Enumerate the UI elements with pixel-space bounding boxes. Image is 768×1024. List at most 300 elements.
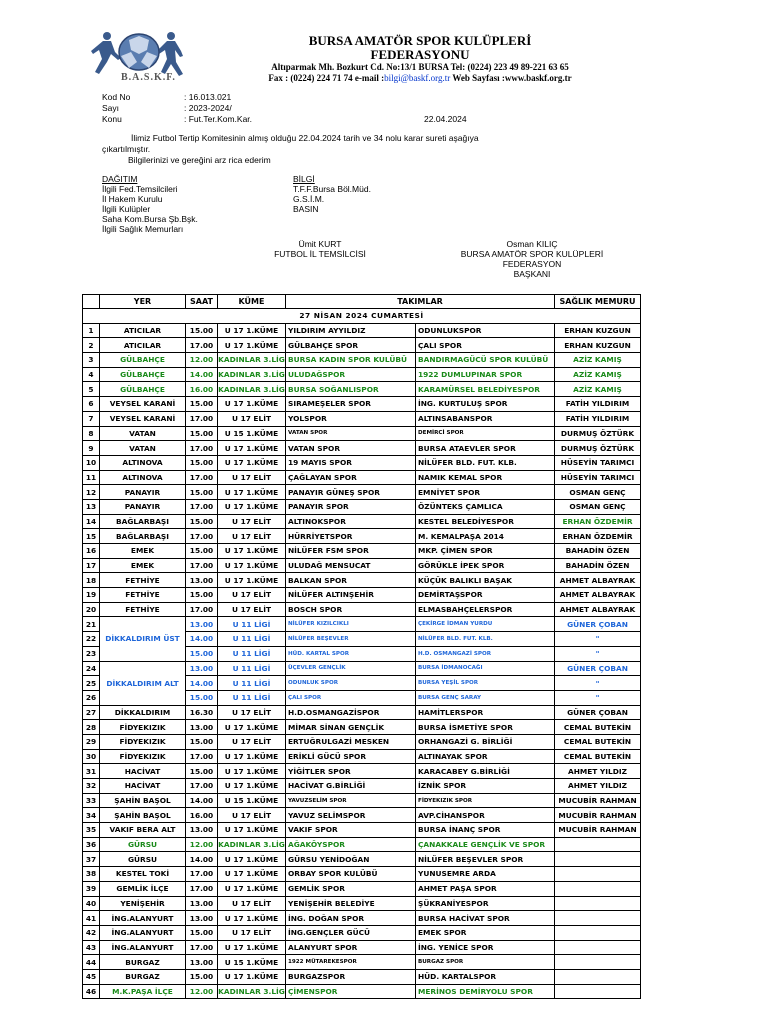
health-officer-cell (555, 867, 641, 882)
venue-cell: VAKIF BERA ALT (100, 823, 186, 838)
home-team-cell: YAVUZSELİM SPOR (286, 793, 416, 808)
logo-text: B.A.S.K.F. (121, 72, 176, 83)
away-team-cell: BANDIRMAGÜCÜ SPOR KULÜBÜ (416, 353, 555, 368)
email-link[interactable]: bilgi@baskf.org.tr (384, 73, 451, 83)
venue-cell: İNG.ALANYURT (100, 925, 186, 940)
away-team-cell: ÖZÜNTEKS ÇAMLICA (416, 499, 555, 514)
away-team-cell: MKP. ÇİMEN SPOR (416, 544, 555, 559)
time-cell: 17.00 (186, 749, 218, 764)
league-cell: U 17 1.KÜME (218, 969, 286, 984)
day-title: 27 NİSAN 2024 CUMARTESİ (83, 309, 641, 324)
time-cell: 13.00 (186, 911, 218, 926)
table-row (83, 514, 641, 529)
home-team-cell: NİLÜFER FSM SPOR (286, 544, 416, 559)
away-team-cell: EMNİYET SPOR (416, 485, 555, 500)
home-team-cell: MİMAR SİNAN GENÇLİK (286, 720, 416, 735)
org-contact (250, 73, 590, 84)
league-cell: U 11 LİGİ (218, 661, 286, 676)
row-number: 22 (83, 632, 100, 647)
away-team-cell: BURSA İNANÇ SPOR (416, 823, 555, 838)
time-cell: 15.00 (186, 323, 218, 338)
home-team-cell: ÇİMENSPOR (286, 984, 416, 999)
home-team-cell: HÜD. KARTAL SPOR (286, 646, 416, 661)
venue-cell: BURGAZ (100, 969, 186, 984)
health-officer-cell: CEMAL BUTEKİN (555, 734, 641, 749)
table-row (83, 397, 641, 412)
row-number: 35 (83, 823, 100, 838)
day-title-row (83, 309, 641, 324)
home-team-cell: AĞAKÖYSPOR (286, 837, 416, 852)
league-cell: U 17 1.KÜME (218, 338, 286, 353)
table-row (83, 852, 641, 867)
away-team-cell: FİDYEKIZIK SPOR (416, 793, 555, 808)
health-officer-cell: " (555, 632, 641, 647)
league-cell: U 15 1.KÜME (218, 426, 286, 441)
dagitim-item: İlgili Sağlık Memurları (102, 224, 184, 234)
row-number: 43 (83, 940, 100, 955)
away-team-cell: BURGAZ SPOR (416, 955, 555, 970)
row-number: 37 (83, 852, 100, 867)
time-cell: 14.00 (186, 632, 218, 647)
venue-cell: GÜLBAHÇE (100, 353, 186, 368)
time-cell: 15.00 (186, 690, 218, 705)
table-row (83, 779, 641, 794)
home-team-cell: BOSCH SPOR (286, 602, 416, 617)
signature-right-title3: BAŞKANI (513, 269, 551, 279)
home-team-cell: İNG. DOĞAN SPOR (286, 911, 416, 926)
time-cell: 15.00 (186, 646, 218, 661)
venue-cell: PANAYIR (100, 499, 186, 514)
health-officer-cell: ERHAN KUZGUN (555, 323, 641, 338)
league-cell: U 17 1.KÜME (218, 397, 286, 412)
home-team-cell: PANAYIR GÜNEŞ SPOR (286, 485, 416, 500)
venue-cell: FETHİYE (100, 573, 186, 588)
venue-cell: BURGAZ (100, 955, 186, 970)
league-cell: U 17 1.KÜME (218, 940, 286, 955)
away-team-cell: BURSA HACİVAT SPOR (416, 911, 555, 926)
health-officer-cell: BAHADİN ÖZEN (555, 558, 641, 573)
kod-value: : 16.013.021 (184, 92, 232, 102)
away-team-cell: ALTINAYAK SPOR (416, 749, 555, 764)
home-team-cell: ALTINOKSPOR (286, 514, 416, 529)
signature-left (250, 239, 390, 259)
venue-cell: İNG.ALANYURT (100, 911, 186, 926)
league-cell: U 17 1.KÜME (218, 823, 286, 838)
bilgi-title: BİLGİ (293, 174, 315, 184)
table-row (83, 955, 641, 970)
table-row (83, 499, 641, 514)
health-officer-cell: FATİH YILDIRIM (555, 411, 641, 426)
row-number: 25 (83, 676, 100, 691)
league-cell: U 17 ELİT (218, 588, 286, 603)
home-team-cell: ULUDAĞSPOR (286, 367, 416, 382)
away-team-cell: YUNUSEMRE ARDA (416, 867, 555, 882)
time-cell: 15.00 (186, 925, 218, 940)
home-team-cell: NİLÜFER ALTINŞEHİR (286, 588, 416, 603)
venue-cell: BAĞLARBAŞI (100, 529, 186, 544)
federation-logo (85, 28, 190, 84)
home-team-cell: ERİKLİ GÜCÜ SPOR (286, 749, 416, 764)
home-team-cell: GEMLİK SPOR (286, 881, 416, 896)
home-team-cell: NİLÜFER KIZILCIKLI (286, 617, 416, 632)
league-cell: U 17 1.KÜME (218, 779, 286, 794)
venue-cell: FİDYEKIZIK (100, 720, 186, 735)
table-row (83, 411, 641, 426)
away-team-cell: H.D. OSMANGAZİ SPOR (416, 646, 555, 661)
table-row (83, 705, 641, 720)
row-number: 41 (83, 911, 100, 926)
row-number: 19 (83, 588, 100, 603)
health-officer-cell: FATİH YILDIRIM (555, 397, 641, 412)
league-cell: U 17 1.KÜME (218, 499, 286, 514)
venue-cell: ATICILAR (100, 338, 186, 353)
home-team-cell: YOLSPOR (286, 411, 416, 426)
venue-cell: YENİŞEHİR (100, 896, 186, 911)
health-officer-cell (555, 896, 641, 911)
health-officer-cell: AHMET ALBAYRAK (555, 602, 641, 617)
home-team-cell: BURGAZSPOR (286, 969, 416, 984)
table-row (83, 984, 641, 999)
document-date: 22.04.2024 (424, 114, 467, 124)
home-team-cell: BURSA KADIN SPOR KULÜBÜ (286, 353, 416, 368)
time-cell: 15.00 (186, 544, 218, 559)
row-number: 3 (83, 353, 100, 368)
venue-cell: VATAN (100, 441, 186, 456)
health-officer-cell: GÜNER ÇOBAN (555, 617, 641, 632)
time-cell: 17.00 (186, 441, 218, 456)
table-row (83, 426, 641, 441)
health-officer-cell (555, 881, 641, 896)
time-cell: 12.00 (186, 984, 218, 999)
time-cell: 12.00 (186, 353, 218, 368)
row-number: 31 (83, 764, 100, 779)
league-cell: U 17 1.KÜME (218, 485, 286, 500)
venue-cell: FETHİYE (100, 602, 186, 617)
dagitim-item: İl Hakem Kurulu (102, 194, 163, 204)
row-number: 1 (83, 323, 100, 338)
venue-cell: EMEK (100, 544, 186, 559)
kod-label: Kod No (102, 92, 131, 102)
home-team-cell: VAKIF SPOR (286, 823, 416, 838)
time-cell: 15.00 (186, 734, 218, 749)
table-row (83, 573, 641, 588)
away-team-cell: BURSA YEŞİL SPOR (416, 676, 555, 691)
signature-right (440, 239, 624, 279)
time-cell: 16.00 (186, 808, 218, 823)
time-cell: 15.00 (186, 485, 218, 500)
venue-cell: FİDYEKIZIK (100, 734, 186, 749)
venue-cell: DİKKALDIRIM (100, 705, 186, 720)
league-cell: U 17 1.KÜME (218, 323, 286, 338)
time-cell: 14.00 (186, 852, 218, 867)
row-number: 9 (83, 441, 100, 456)
health-officer-cell (555, 911, 641, 926)
league-cell: U 17 ELİT (218, 734, 286, 749)
league-cell: U 17 1.KÜME (218, 441, 286, 456)
away-team-cell: 1922 DUMLUPINAR SPOR (416, 367, 555, 382)
time-cell: 16.30 (186, 705, 218, 720)
league-cell: U 17 ELİT (218, 602, 286, 617)
health-officer-cell: AHMET YILDIZ (555, 779, 641, 794)
row-number: 27 (83, 705, 100, 720)
header-takimlar: TAKIMLAR (286, 295, 555, 309)
home-team-cell: ÇALI SPOR (286, 690, 416, 705)
league-cell: U 17 1.KÜME (218, 749, 286, 764)
league-cell: U 17 ELİT (218, 808, 286, 823)
time-cell: 17.00 (186, 867, 218, 882)
away-team-cell: AVP.CİHANSPOR (416, 808, 555, 823)
row-number: 46 (83, 984, 100, 999)
away-team-cell: İNG. YENİCE SPOR (416, 940, 555, 955)
time-cell: 17.00 (186, 602, 218, 617)
row-number: 17 (83, 558, 100, 573)
away-team-cell: ÇANAKKALE GENÇLİK VE SPOR (416, 837, 555, 852)
away-team-cell: ÇALI SPOR (416, 338, 555, 353)
away-team-cell: ORHANGAZİ G. BİRLİĞİ (416, 734, 555, 749)
time-cell: 15.00 (186, 588, 218, 603)
table-row (83, 734, 641, 749)
league-cell: U 17 ELİT (218, 925, 286, 940)
table-row (83, 925, 641, 940)
away-team-cell: BURSA İDMANOCAĞI (416, 661, 555, 676)
health-officer-cell (555, 925, 641, 940)
table-row (83, 940, 641, 955)
header-kume: KÜME (218, 295, 286, 309)
time-cell: 14.00 (186, 676, 218, 691)
away-team-cell: KÜÇÜK BALIKLI BAŞAK (416, 573, 555, 588)
away-team-cell: ŞÜKRANİYESPOR (416, 896, 555, 911)
league-cell: U 17 1.KÜME (218, 455, 286, 470)
home-team-cell: H.D.OSMANGAZİSPOR (286, 705, 416, 720)
row-number: 8 (83, 426, 100, 441)
away-team-cell: EMEK SPOR (416, 925, 555, 940)
health-officer-cell: ERHAN KUZGUN (555, 338, 641, 353)
row-number: 39 (83, 881, 100, 896)
venue-cell: GÜRSU (100, 852, 186, 867)
venue-cell: FİDYEKIZIK (100, 749, 186, 764)
health-officer-cell (555, 984, 641, 999)
venue-cell: GÜRSU (100, 837, 186, 852)
table-row (83, 896, 641, 911)
row-number: 42 (83, 925, 100, 940)
time-cell: 13.00 (186, 720, 218, 735)
health-officer-cell: DURMUŞ ÖZTÜRK (555, 441, 641, 456)
time-cell: 13.00 (186, 661, 218, 676)
konu-label: Konu (102, 114, 122, 124)
away-team-cell: GÖRÜKLE İPEK SPOR (416, 558, 555, 573)
league-cell: KADINLAR 3.LİG (218, 837, 286, 852)
league-cell: KADINLAR 3.LİG (218, 367, 286, 382)
home-team-cell: NİLÜFER BEŞEVLER (286, 632, 416, 647)
table-row (83, 617, 641, 632)
home-team-cell: ORBAY SPOR KULÜBÜ (286, 867, 416, 882)
table-row (83, 764, 641, 779)
time-cell: 13.00 (186, 617, 218, 632)
bilgi-list (293, 184, 371, 214)
table-row (83, 485, 641, 500)
health-officer-cell (555, 940, 641, 955)
time-cell: 17.00 (186, 940, 218, 955)
time-cell: 15.00 (186, 969, 218, 984)
table-row (83, 588, 641, 603)
home-team-cell: ERTUĞRULGAZİ MESKEN (286, 734, 416, 749)
row-number: 29 (83, 734, 100, 749)
row-number: 32 (83, 779, 100, 794)
league-cell: U 17 1.KÜME (218, 852, 286, 867)
league-cell: KADINLAR 3.LİG (218, 984, 286, 999)
health-officer-cell: ERHAN ÖZDEMİR (555, 529, 641, 544)
league-cell: U 15 1.KÜME (218, 793, 286, 808)
league-cell: U 11 LİGİ (218, 690, 286, 705)
time-cell: 15.00 (186, 455, 218, 470)
table-row (83, 661, 641, 676)
health-officer-cell: CEMAL BUTEKİN (555, 720, 641, 735)
time-cell: 17.00 (186, 470, 218, 485)
sayi-value: : 2023-2024/ (184, 103, 232, 113)
konu-value: : Fut.Ter.Kom.Kar. (184, 114, 253, 124)
row-number: 24 (83, 661, 100, 676)
venue-cell: M.K.PAŞA İLÇE (100, 984, 186, 999)
health-officer-cell: ERHAN ÖZDEMİR (555, 514, 641, 529)
row-number: 10 (83, 455, 100, 470)
row-number: 11 (83, 470, 100, 485)
row-number: 12 (83, 485, 100, 500)
health-officer-cell: AHMET ALBAYRAK (555, 588, 641, 603)
row-number: 26 (83, 690, 100, 705)
signature-right-name: Osman KILIÇ (506, 239, 558, 249)
away-team-cell: NAMIK KEMAL SPOR (416, 470, 555, 485)
health-officer-cell: GÜNER ÇOBAN (555, 705, 641, 720)
table-row (83, 837, 641, 852)
org-name-line2: FEDERASYONU (370, 47, 470, 62)
time-cell: 17.00 (186, 558, 218, 573)
time-cell: 17.00 (186, 338, 218, 353)
bilgi-item: G.S.İ.M. (293, 194, 325, 204)
venue-cell: GÜLBAHÇE (100, 367, 186, 382)
sayi-label: Sayı (102, 103, 120, 113)
venue-cell: ATICILAR (100, 323, 186, 338)
home-team-cell: ODUNLUK SPOR (286, 676, 416, 691)
web-text: Web Sayfası :www.baskf.org.tr (450, 73, 572, 83)
time-cell: 17.00 (186, 529, 218, 544)
body-line1: İlimiz Futbol Tertip Komitesinin almış olduğu 22.04.2024 tarih ve 34 nolu karar sureti aşağıya (131, 133, 479, 143)
venue-cell: ŞAHİN BAŞOL (100, 808, 186, 823)
league-cell: U 17 1.KÜME (218, 764, 286, 779)
body-line3: Bilgilerinizi ve gereğini arz rica ederim (128, 155, 271, 165)
row-number: 38 (83, 867, 100, 882)
league-cell: U 17 ELİT (218, 705, 286, 720)
row-number: 14 (83, 514, 100, 529)
time-cell: 17.00 (186, 779, 218, 794)
venue-cell: ŞAHİN BAŞOL (100, 793, 186, 808)
home-team-cell: ULUDAĞ MENSUCAT (286, 558, 416, 573)
home-team-cell: BURSA SOĞANLISPOR (286, 382, 416, 397)
health-officer-cell: " (555, 646, 641, 661)
home-team-cell: 1922 MÜTAREKESPOR (286, 955, 416, 970)
row-number: 40 (83, 896, 100, 911)
home-team-cell: GÜRSU YENİDOĞAN (286, 852, 416, 867)
away-team-cell: NİLÜFER BEŞEVLER SPOR (416, 852, 555, 867)
signature-left-name: Ümit KURT (298, 239, 342, 249)
time-cell: 15.00 (186, 514, 218, 529)
home-team-cell: YENİŞEHİR BELEDİYE (286, 896, 416, 911)
table-row (83, 441, 641, 456)
health-officer-cell: MUCUBİR RAHMAN (555, 808, 641, 823)
table-row (83, 602, 641, 617)
body-line2: çıkartılmıştır. (102, 144, 151, 154)
away-team-cell: M. KEMALPAŞA 2014 (416, 529, 555, 544)
table-row (83, 793, 641, 808)
table-row (83, 353, 641, 368)
league-cell: U 17 1.KÜME (218, 881, 286, 896)
health-officer-cell: HÜSEYİN TARIMCI (555, 455, 641, 470)
health-officer-cell (555, 852, 641, 867)
away-team-cell: BURSA İSMETİYE SPOR (416, 720, 555, 735)
row-number: 36 (83, 837, 100, 852)
home-team-cell: YILDIRIM AYYILDIZ (286, 323, 416, 338)
health-officer-cell: AHMET ALBAYRAK (555, 573, 641, 588)
league-cell: U 17 1.KÜME (218, 867, 286, 882)
venue-cell: FETHİYE (100, 588, 186, 603)
away-team-cell: KARACABEY G.BİRLİĞİ (416, 764, 555, 779)
table-row (83, 367, 641, 382)
row-number: 4 (83, 367, 100, 382)
league-cell: U 11 LİGİ (218, 632, 286, 647)
dagitim-item: İlgili Fed.Temsilcileri (102, 184, 178, 194)
signature-right-title2: FEDERASYON (502, 259, 562, 269)
row-number: 18 (83, 573, 100, 588)
row-number: 45 (83, 969, 100, 984)
time-cell: 13.00 (186, 573, 218, 588)
bilgi-item: BASIN (293, 204, 319, 214)
time-cell: 17.00 (186, 411, 218, 426)
venue-cell: HACİVAT (100, 764, 186, 779)
row-number: 28 (83, 720, 100, 735)
time-cell: 15.00 (186, 764, 218, 779)
org-header (250, 34, 590, 84)
away-team-cell: DEMİRCİ SPOR (416, 426, 555, 441)
time-cell: 17.00 (186, 881, 218, 896)
header-no (83, 295, 100, 309)
time-cell: 12.00 (186, 837, 218, 852)
home-team-cell: HÜRRİYETSPOR (286, 529, 416, 544)
home-team-cell: VATAN SPOR (286, 426, 416, 441)
away-team-cell: KARAMÜRSEL BELEDİYESPOR (416, 382, 555, 397)
row-number: 33 (83, 793, 100, 808)
home-team-cell: SIRAMEŞELER SPOR (286, 397, 416, 412)
health-officer-cell: DURMUŞ ÖZTÜRK (555, 426, 641, 441)
away-team-cell: İNG. KURTULUŞ SPOR (416, 397, 555, 412)
league-cell: U 15 1.KÜME (218, 955, 286, 970)
table-body (83, 323, 641, 999)
table-row (83, 455, 641, 470)
league-cell: U 17 ELİT (218, 411, 286, 426)
table-row (83, 470, 641, 485)
health-officer-cell: MUCUBİR RAHMAN (555, 793, 641, 808)
away-team-cell: HAMİTLERSPOR (416, 705, 555, 720)
home-team-cell: YİĞİTLER SPOR (286, 764, 416, 779)
league-cell: U 11 LİGİ (218, 646, 286, 661)
league-cell: U 17 ELİT (218, 470, 286, 485)
away-team-cell: BURSA ATAEVLER SPOR (416, 441, 555, 456)
home-team-cell: İNG.GENÇLER GÜCÜ (286, 925, 416, 940)
dagitim-list (102, 184, 198, 234)
league-cell: U 17 1.KÜME (218, 720, 286, 735)
table-row (83, 969, 641, 984)
time-cell: 17.00 (186, 499, 218, 514)
away-team-cell: BURSA GENÇ SARAY (416, 690, 555, 705)
dagitim-item: İlgili Kulüpler (102, 204, 151, 214)
